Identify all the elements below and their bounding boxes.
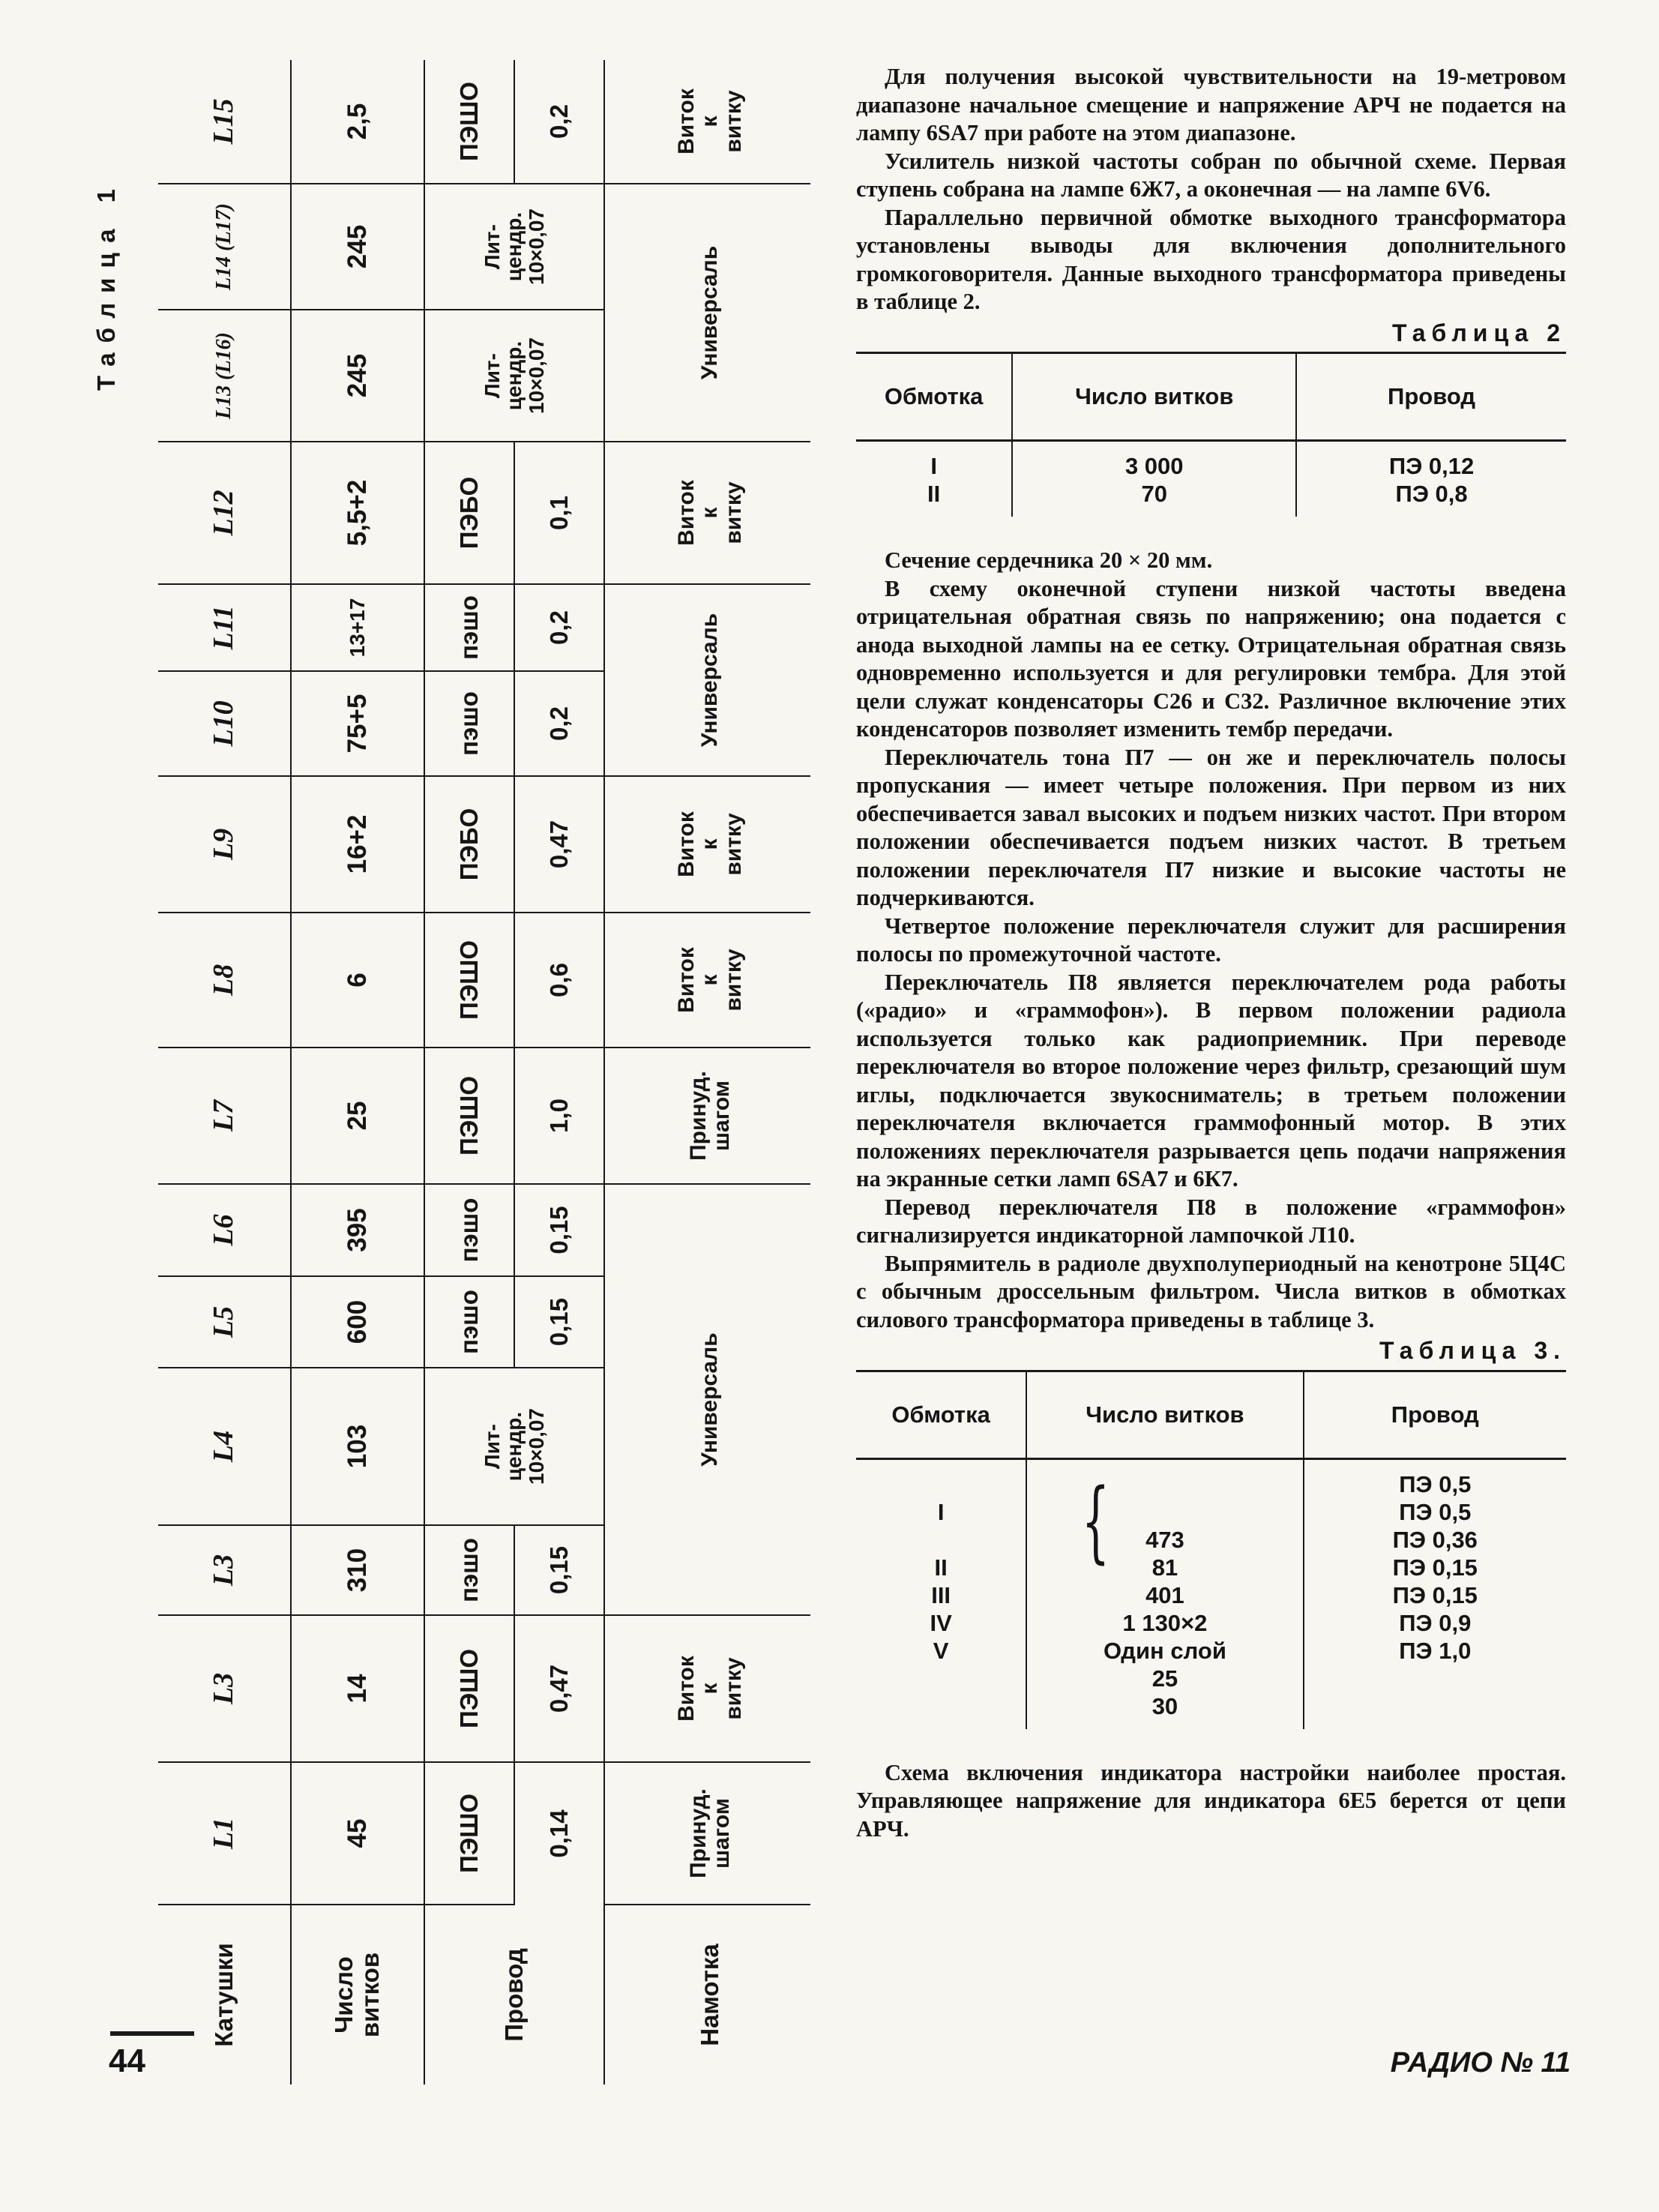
wire-size-cell: 0,14	[514, 1762, 604, 1905]
table3-header: Обмотка	[856, 1371, 1026, 1458]
table2-wires: ПЭ 0,12 ПЭ 0,8	[1296, 441, 1566, 517]
turns-cell: 25	[291, 1048, 424, 1184]
wire-size-cell: 0,2	[514, 60, 604, 184]
turns-cell: 6	[291, 913, 424, 1048]
row-label-coils: Катушки	[158, 1905, 291, 2085]
row-label-turns: Число витков	[291, 1905, 424, 2085]
coil-header: L4	[158, 1368, 291, 1525]
winding-cell: Виток к витку	[604, 913, 810, 1048]
turns-cell: 13+17	[291, 584, 424, 671]
coil-header: L8	[158, 913, 291, 1048]
coil-header: L9	[158, 776, 291, 913]
winding-cell: Принуд. шагом	[604, 1762, 810, 1905]
table2-header: Число витков	[1012, 353, 1296, 441]
coil-header: L15	[158, 60, 291, 184]
wire-type-cell: ПЭШО	[424, 60, 514, 184]
wire-type-cell: ПЭШО	[424, 1762, 514, 1905]
coil-header: L3	[158, 1525, 291, 1615]
table2-header: Провод	[1296, 353, 1566, 441]
table3-header: Число витков	[1026, 1371, 1303, 1458]
paragraph: Переключатель П8 является переключателем рода работы («радио» и «граммофон»). В первом положении радиола используется только как радиоприемник. При переводе переключателя во второе положение через фильтр, срезающий шум иглы, подключается звукосниматель; в третьем положении переключателя включается граммофонный мотор. В этих положениях переключателя разрывается цепь подачи напряжения на экранные сетки ламп 6SA7 и 6К7.	[856, 969, 1566, 1191]
turns-cell: 245	[291, 310, 424, 442]
coil-header: L10	[158, 671, 291, 776]
turns-cell: 75+5	[291, 671, 424, 776]
paragraph: Усилитель низкой частоты собран по обычной схеме. Первая ступень собрана на лампе 6Ж7, а оконечная — на лампе 6V6.	[856, 148, 1566, 202]
wire-type-cell: ПЭШО	[424, 1048, 514, 1184]
coil-header: L7	[158, 1048, 291, 1184]
paragraph: Выпрямитель в радиоле двухполупериодный на кенотроне 5Ц4С с обычным дроссельным фильтром. Числа витков в обмотках силового трансформатора приведены в таблице 3.	[856, 1250, 1566, 1332]
wire-size-cell: 0,2	[514, 671, 604, 776]
winding-cell: Универсаль	[604, 1184, 810, 1615]
winding-cell: Принуд. шагом	[604, 1048, 810, 1184]
wire-type-cell: пэшо	[424, 1276, 514, 1368]
table3-wires: ПЭ 0,5 ПЭ 0,5 ПЭ 0,36 ПЭ 0,15 ПЭ 0,15 ПЭ 0,9 ПЭ 1,0	[1304, 1458, 1566, 1729]
wire-size-cell: 1,0	[514, 1048, 604, 1184]
paragraph: Схема включения индикатора настройки наиболее простая. Управляющее напряжение для индикатора 6Е5 берется от цепи АРЧ.	[856, 1759, 1566, 1842]
wire-size-cell: 0,15	[514, 1276, 604, 1368]
litz-wire-cell: Лит- цендр. 10×0,07	[424, 184, 604, 310]
table2-turns: 3 000 70	[1012, 441, 1296, 517]
row-label-winding: Намотка	[695, 1944, 723, 2046]
turns-cell: 45	[291, 1762, 424, 1905]
coil-header: L6	[158, 1184, 291, 1276]
running-footer: РАДИО № 11	[1390, 2047, 1571, 2079]
wire-type-cell: ПЭБО	[424, 776, 514, 913]
table2-windings: I II	[927, 453, 941, 507]
wire-type-cell: ПЭБО	[424, 442, 514, 584]
turns-cell: 103	[291, 1368, 424, 1525]
coil-header: L12	[158, 442, 291, 584]
winding-cell: Виток к витку	[604, 776, 810, 913]
coil-header: L13 (L16)	[158, 310, 291, 442]
turns-cell: 16+2	[291, 776, 424, 913]
brace-icon: {	[1082, 1468, 1110, 1572]
page-number-rule	[110, 2031, 194, 2036]
wire-size-cell: 0,2	[514, 584, 604, 671]
table3	[856, 1370, 1566, 1729]
wire-type-cell: ПЭШО	[424, 1615, 514, 1762]
turns-cell: 5,5+2	[291, 442, 424, 584]
wire-type-cell: пэшо	[424, 671, 514, 776]
paragraph: Для получения высокой чувствительности на 19-метровом диапазоне начальное смещение и напряжение АРЧ не подается на лампу 6SA7 при работе на этом диапазоне.	[856, 64, 1566, 145]
table2-header: Обмотка	[856, 353, 1012, 441]
wire-type-cell: пэшо	[424, 1525, 514, 1615]
winding-cell: Виток к витку	[604, 60, 810, 184]
coil-header: L1	[158, 1762, 291, 1905]
winding-cell: Универсаль	[604, 184, 810, 442]
table3-windings: I II III IV V	[930, 1498, 952, 1664]
winding-cell: Виток к витку	[604, 1615, 810, 1762]
winding-cell: Универсаль	[604, 584, 810, 776]
wire-size-cell: 0,47	[514, 776, 604, 913]
table3-turns: 473 81 401 1 130×2 Один слой 25 30	[1103, 1526, 1226, 1719]
wire-size-cell: 0,6	[514, 913, 604, 1048]
turns-cell: 395	[291, 1184, 424, 1276]
turns-cell: 310	[291, 1525, 424, 1615]
paragraph: Переключатель тона П7 — он же и переключатель полосы пропускания — имеет четыре положения. При первом из них обеспечивается завал высоких и подъем низких частот. При втором положении обеспечивается подъем низких частот. В третьем положении переключателя П7 низкие и высокие частоты не подчеркиваются.	[856, 744, 1566, 910]
turns-cell: 14	[291, 1615, 424, 1762]
row-label-wire: Провод	[424, 1905, 604, 2085]
wire-size-cell: 0,1	[514, 442, 604, 584]
coil-header: L3	[158, 1615, 291, 1762]
paragraph: Параллельно первичной обмотке выходного трансформатора установлены выводы для включения дополнительного громкоговорителя. Данные выходного трансформатора приведены в таблице 2.	[856, 204, 1566, 314]
wire-type-cell: пэшо	[424, 1184, 514, 1276]
coil-header: L11	[158, 584, 291, 671]
turns-cell: 245	[291, 184, 424, 310]
coil-header: L14 (L17)	[158, 184, 291, 310]
wire-type-cell: пэшо	[424, 584, 514, 671]
winding-cell: Виток к витку	[604, 442, 810, 584]
litz-wire-cell: Лит- цендр. 10×0,07	[424, 310, 604, 442]
paragraph: Четвертое положение переключателя служит для расширения полосы по промежуточной частоте.	[856, 913, 1566, 967]
turns-cell: 600	[291, 1276, 424, 1368]
wire-size-cell: 0,47	[514, 1615, 604, 1762]
paragraph: В схему оконечной ступени низкой частоты введена отрицательная обратная связь по напряжению; она подается с анода выходной лампы на ее сетку. Отрицательная обратная связь одновременно используется и для регулировки тембра. Для этой цели служат конденсаторы C26 и C32. Различное включение этих конденсаторов позволяет изменить тембр передачи.	[856, 575, 1566, 742]
table3-header: Провод	[1304, 1371, 1566, 1458]
page-number: 44	[109, 2043, 145, 2079]
wire-type-cell: ПЭШО	[424, 913, 514, 1048]
table3-title: Таблица 3.	[1379, 1337, 1566, 1364]
table2	[856, 352, 1566, 517]
text-column	[856, 63, 1566, 1843]
wire-size-cell: 0,15	[514, 1525, 604, 1615]
paragraph: Перевод переключателя П8 в положение «граммофон» сигнализируется индикаторной лампочкой Л10.	[856, 1194, 1566, 1248]
paragraph: Сечение сердечника 20 × 20 мм.	[885, 547, 1213, 573]
litz-wire-cell: Лит- цендр. 10×0,07	[424, 1368, 604, 1525]
table3-turns-cell	[1026, 1458, 1303, 1729]
table1	[158, 60, 810, 2085]
coil-header: L5	[158, 1276, 291, 1368]
wire-size-cell: 0,15	[514, 1184, 604, 1276]
table2-title: Таблица 2	[1391, 319, 1566, 346]
turns-cell: 2,5	[291, 60, 424, 184]
